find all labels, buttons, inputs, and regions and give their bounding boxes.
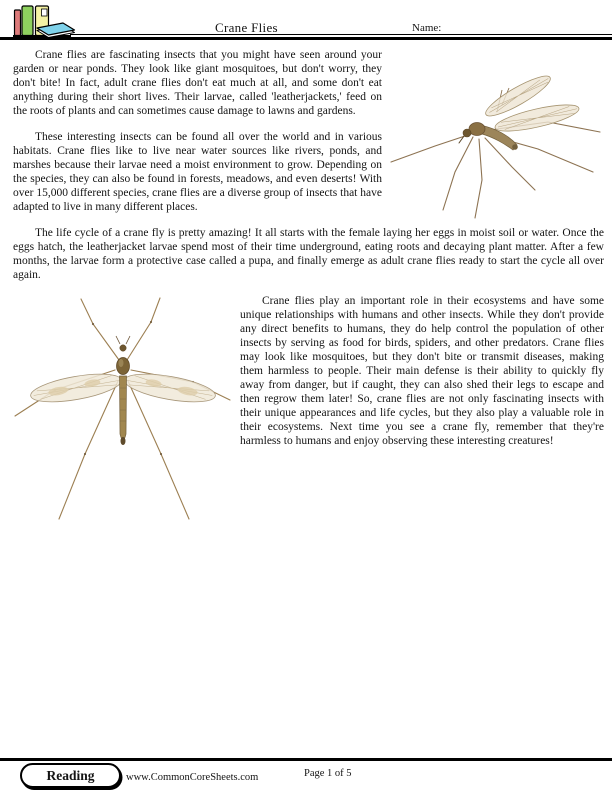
paragraph-2: These interesting insects can be found all over the world and in various habitats. Crane flies like to live near water sources like rivers, ponds, and marshes because their larvae need a moist environment to grow. Depending on the species, they can also be found in forests, meadows, and even deserts! With over 15,000 different species, crane flies are a diverse group of insects that have adapted to live in many different places.	[13, 131, 382, 213]
header-rule-thin	[70, 34, 612, 35]
paragraph-4: Crane flies play an important role in their ecosystems and have some unique relationships with humans and other insects. While they don't provide any direct benefits to humans, they do help control the population of other insects by serving as food for birds, spiders, and other predators. Crane flies may look like mosquitoes, but they don't bite or transmit diseases, making them harmless to people. Their main defense is their ability to quickly fly away from danger, but if caught, they can also shed their legs to escape and then regrow them later! So, crane flies are not only fascinating insects with their unique appearances and life cycles, but they also play a valuable role in their ecosystems. Next time you see a crane fly, remember that they're harmless to humans and enjoy observing these interesting creatures!	[240, 295, 604, 447]
footer-rule	[0, 758, 612, 761]
header-rule-thick	[0, 37, 612, 40]
category-badge: Reading	[20, 763, 121, 788]
page-number: Page 1 of 5	[304, 768, 352, 779]
article-body	[13, 46, 604, 524]
paragraph-1: Crane flies are fascinating insects that you might have seen around your garden or near ponds. They look like giant mosquitoes, but don't worry, they don't bite! In fact, adult crane flies don't eat much at all, and some don't eat anything during their short lives. Their larvae, called 'leatherjackets,' feed on the roots of plants and can sometimes cause damage to lawns and gardens.	[13, 49, 382, 117]
name-label: Name:	[412, 22, 442, 34]
crane-fly-top-view-photo	[13, 296, 232, 522]
website-text: www.CommonCoreSheets.com	[126, 772, 259, 783]
stacked-books-icon	[13, 3, 77, 39]
page-title: Crane Flies	[215, 20, 278, 35]
paragraph-3: The life cycle of a crane fly is pretty amazing! It all starts with the female laying her eggs in moist soil or water. Once the eggs hatch, the leatherjacket larvae spend most of their time underground, eating roots and decaying plant matter. After a few months, the larvae form a protective case called a pupa, and finally emerge as adult crane flies ready to start the cycle all over again.	[13, 227, 604, 281]
crane-fly-side-view-photo	[385, 48, 604, 211]
